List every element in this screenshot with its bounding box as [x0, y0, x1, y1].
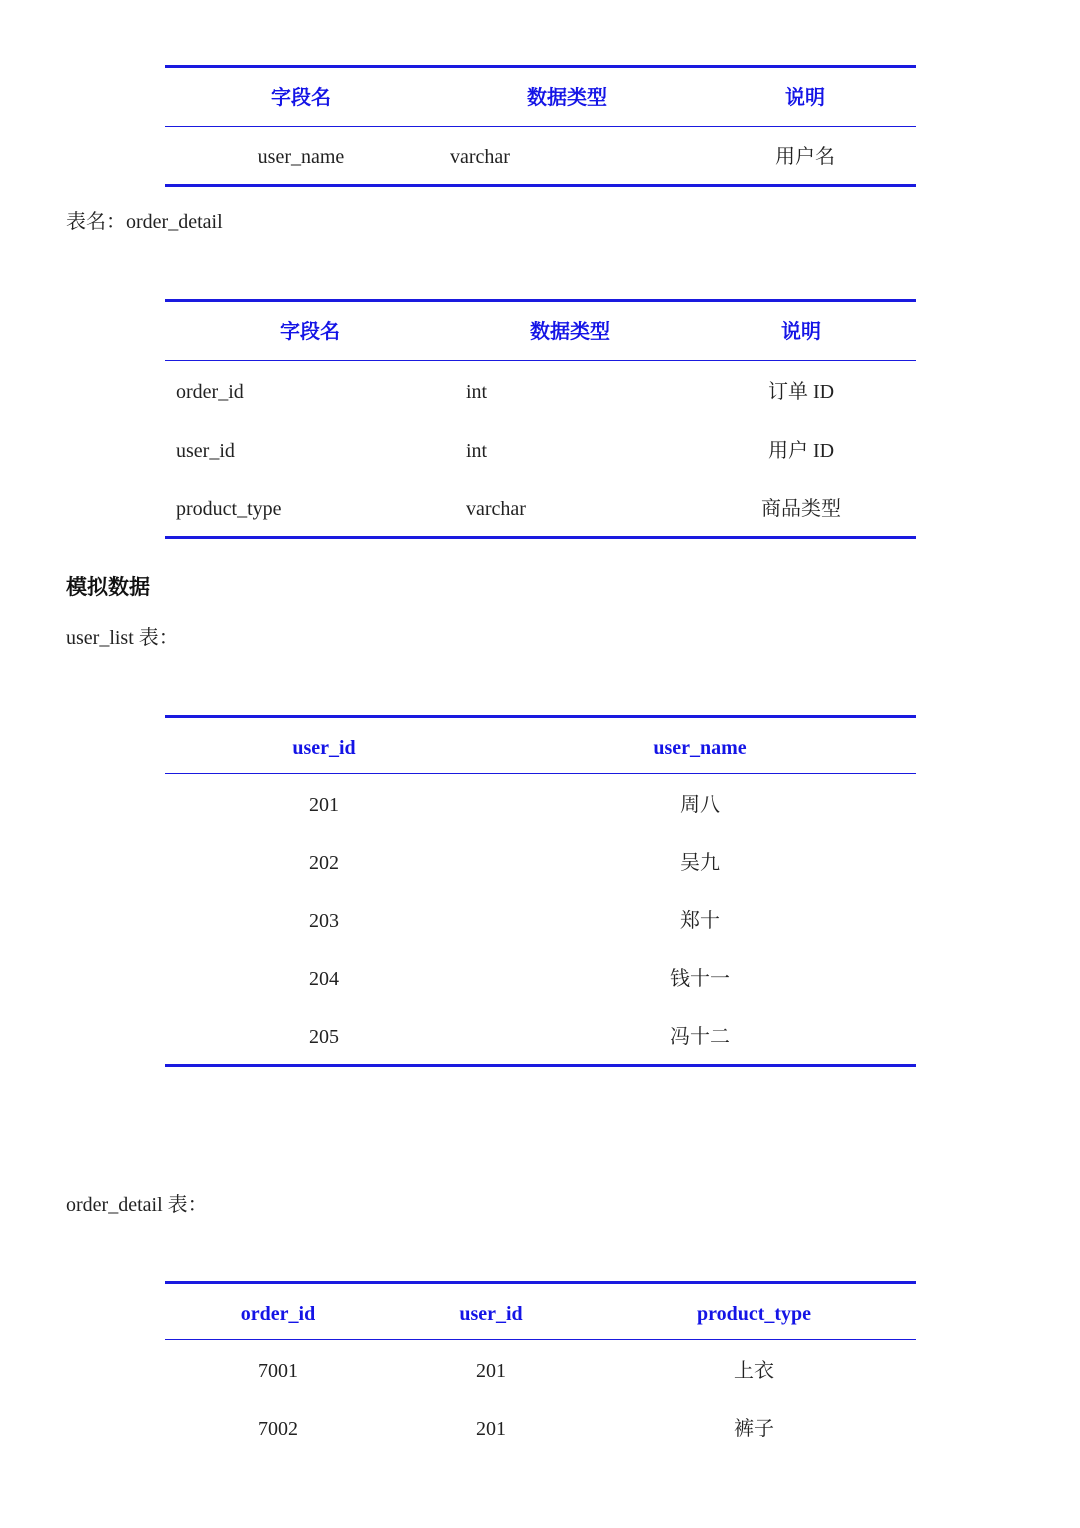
- cell-data-type: int: [466, 381, 488, 403]
- header-user-id: user_id: [292, 737, 356, 759]
- table-top-rule: [165, 715, 916, 718]
- cell-field-name: product_type: [176, 498, 282, 520]
- cell-user-id: 201: [476, 1360, 506, 1382]
- header-user-name: user_name: [653, 737, 747, 759]
- cell-description: 订单 ID: [767, 381, 835, 403]
- cell-user-id: 201: [476, 1418, 506, 1440]
- cell-order-id: 7002: [258, 1418, 298, 1440]
- cell-order-id: 7001: [258, 1360, 298, 1382]
- cell-user-id: 202: [309, 852, 339, 874]
- header-data-type: 数据类型: [530, 321, 610, 343]
- table-header-rule: [165, 360, 916, 361]
- header-order-id: order_id: [240, 1303, 316, 1325]
- table-header-rule: [165, 1339, 916, 1340]
- cell-data-type: varchar: [450, 146, 510, 168]
- table-name-label: 表名：order_detail: [66, 211, 223, 233]
- cell-description: 用户名: [775, 146, 835, 168]
- table-name-label: order_detail 表：: [66, 1194, 208, 1216]
- table-top-rule: [165, 299, 916, 302]
- table-top-rule: [165, 1281, 916, 1284]
- header-data-type: 数据类型: [527, 87, 607, 109]
- cell-description: 商品类型: [761, 498, 841, 520]
- data-table-order-detail: [165, 1281, 916, 1481]
- schema-table-user-list-cont: [165, 65, 916, 188]
- cell-product-type: 上衣: [734, 1360, 774, 1382]
- cell-field-name: user_name: [257, 146, 345, 168]
- table-top-rule: [165, 65, 916, 68]
- data-table-user-list: [165, 715, 916, 1071]
- header-field-name: 字段名: [271, 87, 331, 109]
- header-description: 说明: [785, 87, 825, 109]
- table-bottom-rule: [165, 536, 916, 539]
- cell-user-id: 204: [309, 968, 339, 990]
- cell-field-name: user_id: [176, 440, 235, 462]
- cell-data-type: int: [466, 440, 488, 462]
- section-heading: 模拟数据: [66, 575, 150, 599]
- cell-product-type: 裤子: [734, 1418, 774, 1440]
- cell-user-id: 201: [309, 794, 339, 816]
- header-description: 说明: [781, 321, 821, 343]
- table-header-rule: [165, 126, 916, 127]
- cell-field-name: order_id: [176, 381, 244, 403]
- table-bottom-rule: [165, 1064, 916, 1067]
- cell-user-name: 钱十一: [670, 968, 730, 990]
- cell-user-name: 冯十二: [670, 1026, 730, 1048]
- header-product-type: product_type: [696, 1303, 812, 1325]
- table-bottom-rule: [165, 184, 916, 187]
- cell-data-type: varchar: [466, 498, 526, 520]
- header-field-name: 字段名: [280, 321, 340, 343]
- table-header-rule: [165, 773, 916, 774]
- cell-user-name: 周八: [680, 794, 720, 816]
- cell-user-id: 205: [309, 1026, 339, 1048]
- schema-table-order-detail: [165, 299, 916, 541]
- cell-description: 用户 ID: [767, 440, 835, 462]
- cell-user-id: 203: [309, 910, 339, 932]
- header-user-id: user_id: [459, 1303, 523, 1325]
- table-name-label: user_list 表：: [66, 627, 179, 649]
- cell-user-name: 郑十: [680, 910, 720, 932]
- cell-user-name: 吴九: [680, 852, 720, 874]
